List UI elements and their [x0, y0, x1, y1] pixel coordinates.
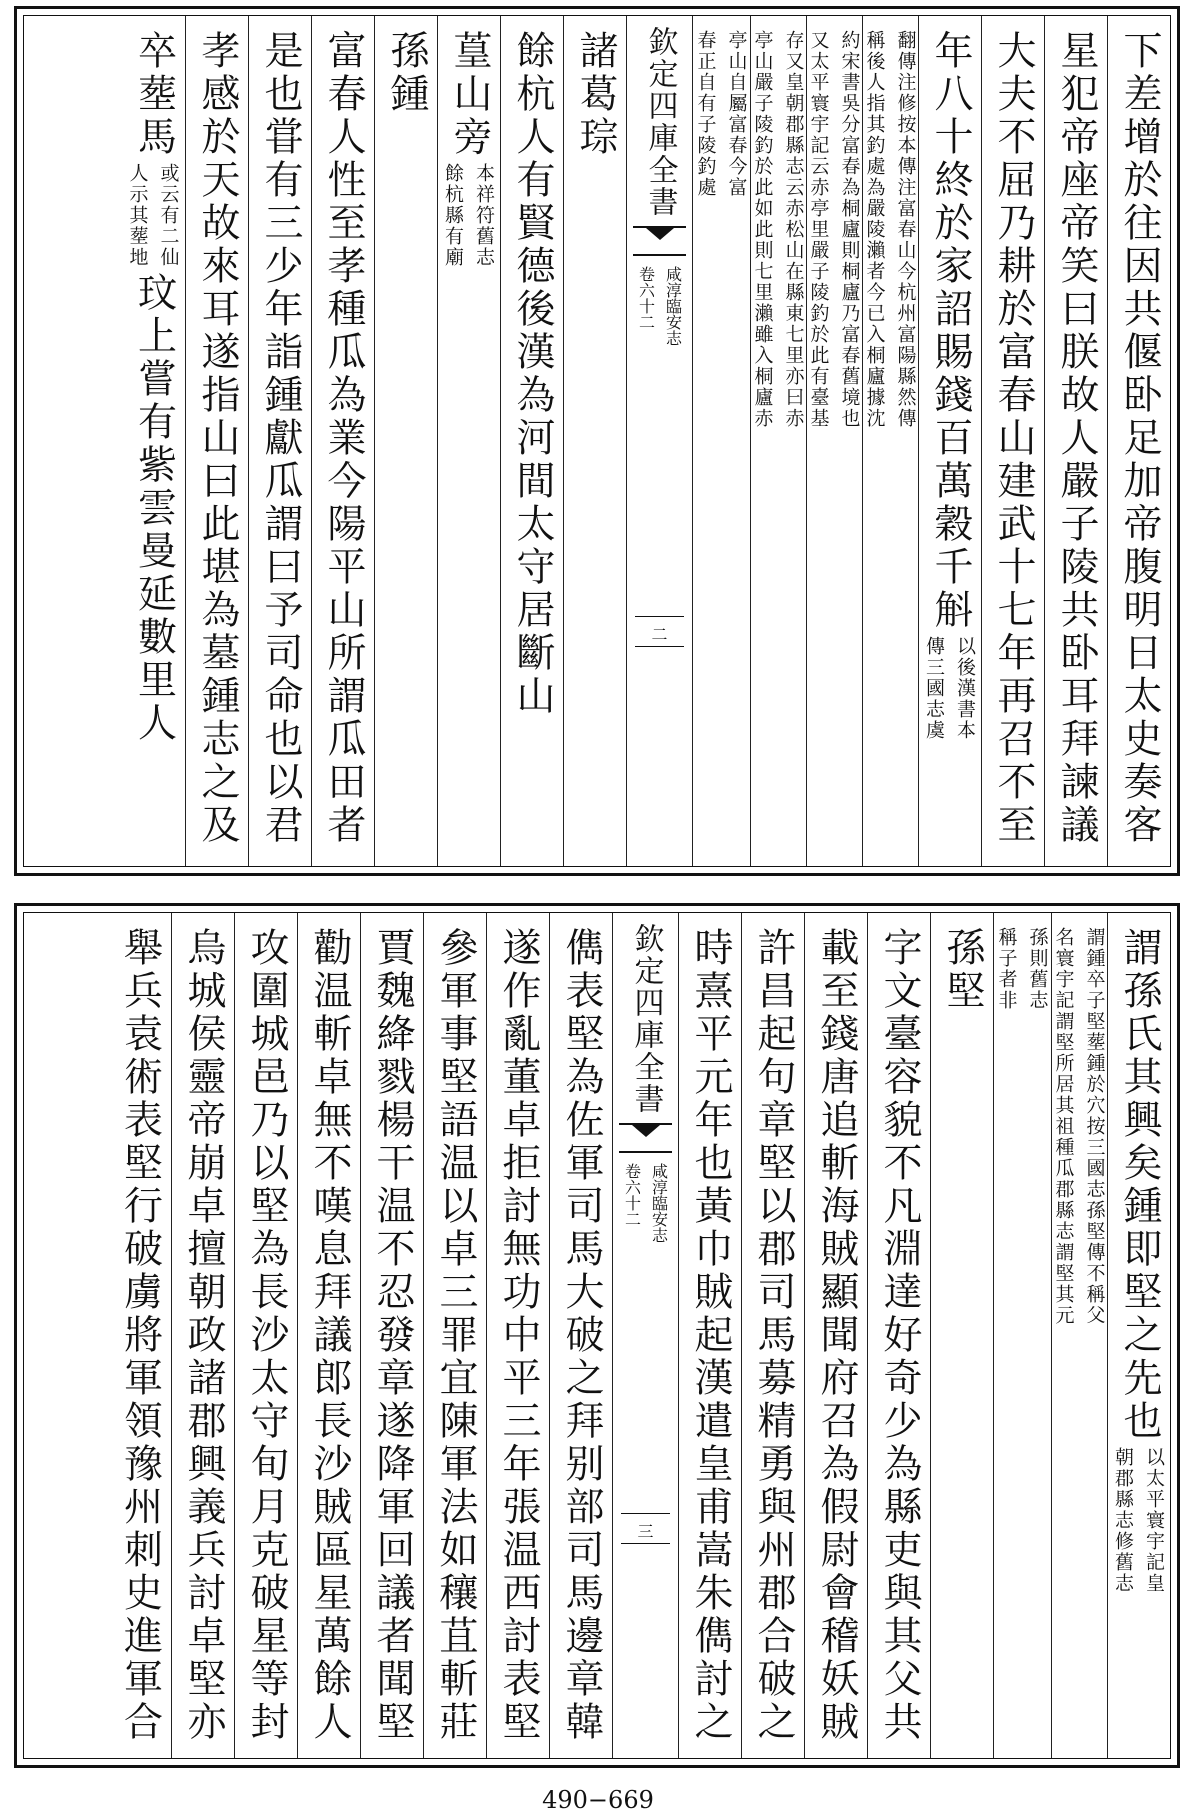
inline-commentary-note: [123, 163, 185, 268]
text-column: [918, 16, 981, 866]
commentary-line: 以太平寰宇記皇: [1143, 1447, 1165, 1594]
inline-commentary-note: [919, 636, 981, 741]
fold-divider: [621, 1513, 670, 1514]
commentary-note: [692, 30, 750, 198]
commentary-line: 約宋書吳分富春為桐廬則桐廬乃富春舊境也: [838, 30, 861, 429]
main-text-line: 載至錢唐追斬海賊顯聞府召為假尉會稽妖賊: [814, 927, 859, 1744]
commentary-line: 翻傳注修按本傳注富春山今杭州富陽縣然傳: [894, 30, 917, 429]
text-column: [981, 16, 1044, 866]
top-page-panel: [14, 6, 1180, 876]
text-column: [867, 913, 930, 1758]
fold-divider: [621, 1543, 670, 1544]
text-column: [806, 16, 862, 866]
main-text-line: 餘杭人有賢德後漢為河間太守居斷山: [510, 30, 555, 718]
fold-divider: [635, 616, 684, 617]
page-number: 三: [637, 1522, 654, 1541]
text-column: [804, 913, 867, 1758]
main-text-line: 是也甞有三少年詣鍾獻瓜謂曰予司命也以君: [258, 30, 303, 847]
text-column: [741, 913, 804, 1758]
fishtail-mark-icon: [619, 1123, 672, 1153]
main-text-line: 年八十終於家詔賜錢百萬穀千斛: [928, 30, 973, 632]
commentary-line: 孫則舊志: [1026, 927, 1049, 1011]
text-column: [234, 913, 297, 1758]
main-text-line: 攻圍城邑乃以堅為長沙太守旬月克破星等封: [244, 927, 289, 1744]
text-column: [171, 913, 234, 1758]
main-text-line: 孫鍾: [384, 30, 429, 116]
main-text-line: 遂作亂董卓拒討無功中平三年張温西討表堅: [496, 927, 541, 1744]
commentary-line: 傳三國志虞: [923, 636, 945, 741]
commentary-line: 稱子者非: [995, 927, 1018, 1011]
book-title: 欽定四庫全書: [642, 26, 678, 218]
commentary-line: 稱後人指其釣處為嚴陵瀨者今已入桐廬據沈: [863, 30, 886, 429]
commentary-line: 餘杭縣有廟: [442, 163, 464, 268]
text-column: [486, 913, 549, 1758]
page-footer-number: 490−669: [542, 1786, 654, 1814]
text-column: [437, 16, 500, 866]
source-title: 咸淳臨安志: [649, 1163, 669, 1243]
volume-label: 卷六十二: [636, 266, 656, 330]
main-text-line-continued: 玟上嘗有紫雲曼延數里人: [131, 272, 177, 745]
page-number: 二: [651, 625, 668, 644]
main-text-line: 舉兵袁術表堅行破虜將軍領豫州刺史進軍合: [117, 927, 163, 1744]
text-column: [185, 16, 248, 866]
text-column: [108, 913, 171, 1758]
text-column: [563, 16, 626, 866]
commentary-line: 又太平寰宇記云赤亭里嚴子陵釣於此有臺基: [807, 30, 830, 429]
top-page-columns: [24, 16, 1170, 866]
bottom-page-frame: [23, 912, 1171, 1759]
main-text-line: 卒塟馬: [131, 30, 177, 159]
text-column: [500, 16, 563, 866]
text-column: [360, 913, 423, 1758]
text-column: [122, 16, 185, 866]
main-text-line: 孫堅: [940, 927, 985, 1013]
text-column: [750, 16, 806, 866]
commentary-line: 朝郡縣志修舊志: [1112, 1447, 1134, 1594]
main-text-line: 賈魏絳戮楊干温不忍發章遂降軍回議者聞堅: [370, 927, 415, 1744]
center-fold-column: [612, 913, 678, 1758]
commentary-line: 春正自有子陵釣處: [694, 30, 717, 198]
main-text-line: 許昌起句章堅以郡司馬募精勇與州郡合破之: [751, 927, 796, 1744]
main-text-line: 星犯帝座帝笑曰朕故人嚴子陵共卧耳拜諫議: [1054, 30, 1099, 847]
main-text-line: 諸葛琮: [573, 30, 618, 159]
text-column: [311, 16, 374, 866]
commentary-line: 本祥符舊志: [473, 163, 495, 268]
bottom-page-panel: [14, 903, 1180, 1768]
text-column: [1107, 913, 1170, 1758]
text-column: [1107, 16, 1170, 866]
commentary-line: 以後漢書本: [954, 636, 976, 741]
text-column: [248, 16, 311, 866]
text-column: [549, 913, 612, 1758]
main-text-line: 下差增於往因共偃卧足加帝腹明日太史奏客: [1117, 30, 1162, 847]
main-text-line: 參軍事堅語温以卓三罪宜陳軍法如穰苴斬莊: [433, 927, 478, 1744]
main-text-line: 勸温斬卓無不嘆息拜議郎長沙賊區星萬餘人: [307, 927, 352, 1744]
main-text-line: 大夫不屈乃耕於富春山建武十七年再召不至: [991, 30, 1036, 847]
commentary-line: 人示其塟地: [126, 163, 149, 268]
text-column: [374, 16, 437, 866]
volume-label: 卷六十二: [622, 1163, 642, 1227]
text-column: [678, 913, 741, 1758]
main-text-line: 孝感於天故來耳遂指山曰此堪為墓鍾志之及: [195, 30, 240, 847]
text-column: [862, 16, 918, 866]
fold-divider: [635, 646, 684, 647]
commentary-note: [750, 30, 806, 429]
text-column: [993, 913, 1051, 1758]
commentary-line: 亭山嚴子陵釣於此如此則七里瀨雖入桐廬赤: [751, 30, 774, 429]
commentary-line: 或云有二仙: [157, 163, 180, 268]
source-title: 咸淳臨安志: [663, 266, 683, 346]
main-text-line: 謂孫氏其興矣鍾即堅之先也: [1117, 927, 1162, 1443]
commentary-note: [993, 927, 1051, 1011]
text-column: [297, 913, 360, 1758]
main-text-line: 富春人性至孝種瓜為業今陽平山所謂瓜田者: [321, 30, 366, 847]
main-text-line: 時熹平元年也黃巾賊起漢遣皇甫嵩朱儁討之: [688, 927, 733, 1744]
commentary-note: [1051, 927, 1107, 1326]
commentary-line: 名寰宇記謂堅所居其祖種瓜郡縣志謂堅其元: [1052, 927, 1075, 1326]
inline-commentary-note: [1108, 1447, 1170, 1594]
commentary-line: 亭山自屬富春今富: [725, 30, 748, 198]
main-text-line: 烏城侯靈帝崩卓擅朝政諸郡興義兵討卓堅亦: [181, 927, 226, 1744]
commentary-line: 謂鍾卒子堅塟鍾於穴按三國志孫堅傳不稱父: [1083, 927, 1106, 1326]
fishtail-mark-icon: [633, 226, 686, 256]
commentary-line: 存又皇朝郡縣志云赤松山在縣東七里亦曰赤: [782, 30, 805, 429]
bottom-page-columns: [24, 913, 1170, 1758]
text-column: [1044, 16, 1107, 866]
main-text-line: 儁表堅為佐軍司馬大破之拜别部司馬邊章韓: [559, 927, 604, 1744]
book-title: 欽定四庫全書: [628, 923, 664, 1115]
text-column: [1051, 913, 1107, 1758]
text-column: [930, 913, 993, 1758]
main-text-line: 字文臺容貌不凡淵達好奇少為縣吏與其父共: [877, 927, 922, 1744]
text-column: [692, 16, 750, 866]
commentary-note: [806, 30, 862, 429]
top-page-frame: [23, 15, 1171, 867]
center-fold-column: [626, 16, 692, 866]
inline-commentary-note: [438, 163, 500, 268]
main-text-line: 葟山旁: [447, 30, 492, 159]
text-column: [423, 913, 486, 1758]
commentary-note: [862, 30, 918, 429]
